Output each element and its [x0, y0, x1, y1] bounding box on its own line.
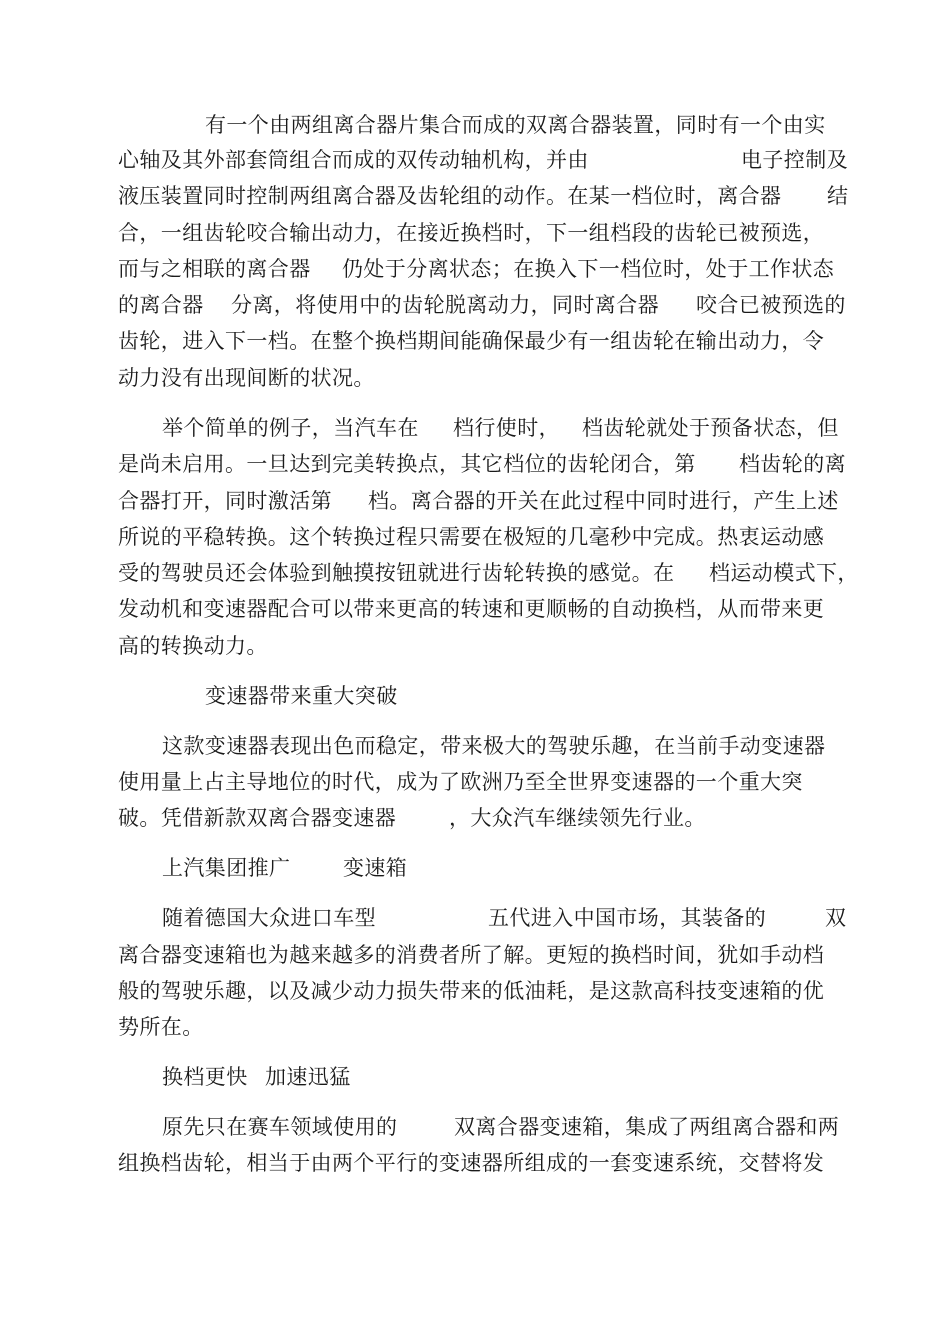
paragraph-4-line-1a: 随着德国大众进口车型 — [162, 906, 376, 930]
paragraph-4-line-1c: 双 — [825, 906, 847, 930]
paragraph-2-line-2a: 是尚未启用。一旦达到完美转换点，其它档位的齿轮闭合，第 — [118, 452, 696, 476]
paragraph-1-line-2a: 心轴及其外部套筒组合而成的双传动轴机构，并由 — [118, 148, 589, 172]
paragraph-2-line-4: 所说的平稳转换。这个转换过程只需要在极短的几毫秒中完成。热衷运动感 — [118, 525, 825, 549]
paragraph-5-line-1b: 双离合器变速箱，集成了两组离合器和两 — [454, 1115, 840, 1139]
paragraph-4-line-4: 势所在。 — [118, 1015, 204, 1039]
paragraph-1-line-3a: 液压装置同时控制两组离合器及齿轮组的动作。在某一档位时，离合器 — [118, 184, 782, 208]
paragraph-2-line-3b: 档。离合器的开关在此过程中同时进行，产生上述 — [368, 489, 839, 513]
paragraph-5-line-1a: 原先只在赛车领域使用的 — [162, 1115, 398, 1139]
paragraph-2-line-7: 高的转换动力。 — [118, 634, 268, 658]
section-heading-saic-a: 上汽集团推广 — [162, 856, 291, 880]
paragraph-3-line-3b: ，大众汽车继续领先行业。 — [449, 806, 706, 830]
paragraph-2-line-3a: 合器打开，同时激活第 — [118, 489, 332, 513]
paragraph-3-line-3a: 破。凭借新款双离合器变速器 — [118, 806, 397, 830]
paragraph-3-line-1: 这款变速器表现出色而稳定，带来极大的驾驶乐趣，在当前手动变速器 — [162, 734, 826, 758]
section-heading-saic-b: 变速箱 — [343, 856, 408, 880]
section-heading-breakthrough: 变速器带来重大突破 — [205, 684, 398, 708]
paragraph-1-line-6c: 咬合已被预选的 — [696, 293, 846, 317]
paragraph-4-line-3: 般的驾驶乐趣，以及减少动力损失带来的低油耗，是这款高科技变速箱的优 — [118, 979, 825, 1003]
paragraph-2-line-1c: 档齿轮就处于预备状态，但 — [582, 416, 839, 440]
paragraph-2-line-5b: 档运动模式下， — [709, 561, 859, 585]
paragraph-1-line-7: 齿轮，进入下一档。在整个换档期间能确保最少有一组齿轮在输出动力，令 — [118, 329, 825, 353]
paragraph-1-line-5a: 而与之相联的离合器 — [118, 257, 311, 281]
paragraph-2-line-6: 发动机和变速器配合可以带来更高的转速和更顺畅的自动换档，从而带来更 — [118, 597, 825, 621]
section-heading-faster-b: 加速迅猛 — [265, 1065, 351, 1089]
paragraph-1-line-5b: 仍处于分离状态；在换入下一档位时，处于工作状态 — [342, 257, 835, 281]
paragraph-1-line-1: 有一个由两组离合器片集合而成的双离合器装置，同时有一个由实 — [205, 113, 826, 137]
section-heading-faster-a: 换档更快 — [162, 1065, 248, 1089]
paragraph-2-line-5a: 受的驾驶员还会体验到触摸按钮就进行齿轮转换的感觉。在 — [118, 561, 675, 585]
paragraph-1-line-3b: 结 — [827, 184, 849, 208]
paragraph-2-line-2b: 档齿轮的离 — [739, 452, 846, 476]
paragraph-2-line-1a: 举个简单的例子，当汽车在 — [162, 416, 419, 440]
paragraph-4-line-2: 离合器变速箱也为越来越多的消费者所了解。更短的换档时间，犹如手动档 — [118, 943, 825, 967]
paragraph-1-line-6b: 分离，将使用中的齿轮脱离动力，同时离合器 — [231, 293, 659, 317]
paragraph-5-line-2: 组换档齿轮，相当于由两个平行的变速器所组成的一套变速系统，交替将发 — [118, 1151, 825, 1175]
paragraph-1-line-2b: 电子控制及 — [741, 148, 848, 172]
paragraph-3-line-2: 使用量上占主导地位的时代，成为了欧洲乃至全世界变速器的一个重大突 — [118, 770, 803, 794]
paragraph-1-line-8: 动力没有出现间断的状况。 — [118, 366, 375, 390]
paragraph-2-line-1b: 档行使时， — [453, 416, 560, 440]
paragraph-4-line-1b: 五代进入中国市场，其装备的 — [488, 906, 767, 930]
paragraph-1-line-4: 合，一组齿轮咬合输出动力，在接近换档时，下一组档段的齿轮已被预选， — [118, 221, 825, 245]
paragraph-1-line-6a: 的离合器 — [118, 293, 204, 317]
